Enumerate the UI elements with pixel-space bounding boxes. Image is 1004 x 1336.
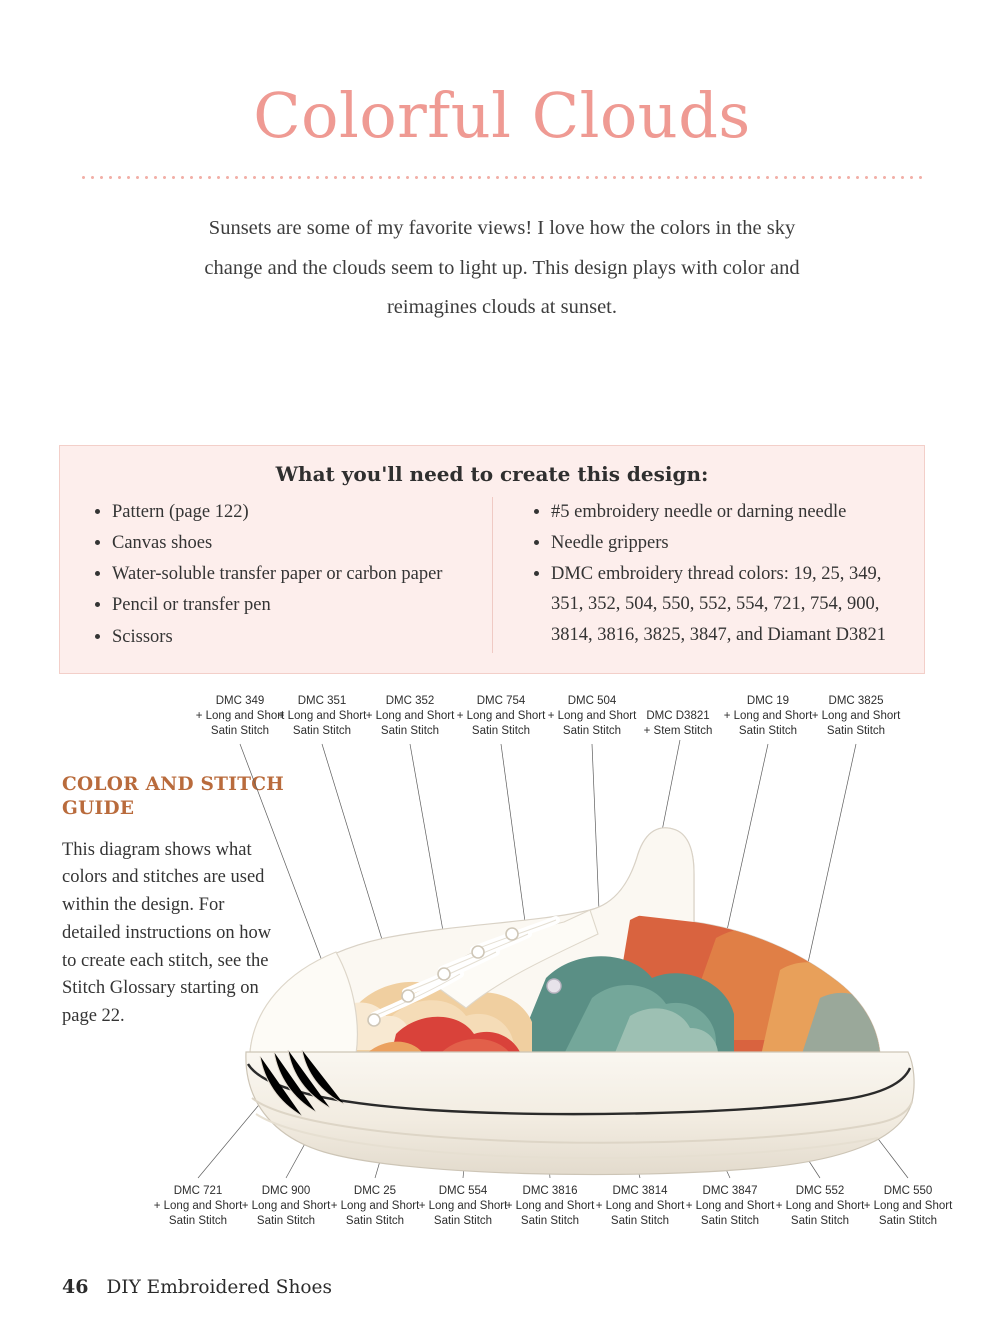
callout-stitch-2: Satin Stitch [345,1215,405,1228]
callout-dmc: DMC 900 [261,1185,311,1197]
callout-dmc: DMC 552 [795,1185,845,1197]
callout-dmc: DMC 351 [297,695,347,707]
materials-heading: What you'll need to create this design: [275,462,709,486]
page-footer [62,1276,332,1298]
shoe-heel-tab [590,828,694,922]
callout-stitch: + Long and Short [330,1200,420,1213]
embroidered-shoe-illustration [160,802,930,1192]
callout-stitch: + Long and Short [277,710,367,723]
callout-stitch: + Long and Short [723,710,813,723]
callout-stitch-2: Satin Stitch [471,725,531,738]
page-title: Colorful Clouds [253,79,751,152]
callout-bottom-9 [854,1184,962,1230]
intro-paragraph: Sunsets are some of my favorite views! I love how the colors in the sky change and the clouds seem to light up. This design plays with color and reimagines clouds at sunset. [204,217,800,318]
callout-dmc: DMC 19 [746,695,790,707]
list-item: • Water-soluble transfer paper or carbon paper [112,559,478,589]
callout-stitch-2: Satin Stitch [433,1215,493,1228]
materials-column-right [492,497,924,653]
book-title: DIY Embroidered Shoes [106,1277,332,1298]
callout-stitch-2: Satin Stitch [878,1215,938,1228]
callout-dmc: DMC 25 [353,1185,397,1197]
callout-stitch: + Long and Short [775,1200,865,1213]
shoe-toe-cap [250,952,357,1054]
callout-stitch: + Long and Short [595,1200,685,1213]
callout-stitch: + Long and Short [505,1200,595,1213]
callout-dmc: DMC 3814 [612,1185,668,1197]
shoe-vent-eyelet [547,979,561,993]
callout-dmc: DMC 3847 [702,1185,758,1197]
callout-stitch-2: Satin Stitch [562,725,622,738]
callout-dmc: DMC 721 [173,1185,223,1197]
callout-stitch: + Stem Stitch [643,725,713,738]
callout-stitch-2: Satin Stitch [256,1215,316,1228]
materials-column-left [60,497,492,653]
callout-stitch-2: Satin Stitch [700,1215,760,1228]
callout-stitch-2: Satin Stitch [168,1215,228,1228]
callout-stitch-2: Satin Stitch [790,1215,850,1228]
page-number: 46 [62,1276,89,1298]
color-stitch-diagram [0,682,1004,1262]
callout-stitch: + Long and Short [195,710,285,723]
callout-stitch-2: Satin Stitch [520,1215,580,1228]
callout-dmc: DMC 3816 [522,1185,578,1197]
callout-dmc: DMC D3821 [646,710,710,722]
callout-stitch-2: Satin Stitch [610,1215,670,1228]
callout-stitch-2: Satin Stitch [826,725,886,738]
callout-dmc: DMC 550 [883,1185,933,1197]
callout-stitch: + Long and Short [547,710,637,723]
callout-dmc: DMC 504 [567,695,617,707]
callout-dmc: DMC 349 [215,695,265,707]
callout-dmc: DMC 3825 [828,695,884,707]
callout-stitch: + Long and Short [241,1200,331,1213]
callout-stitch-2: Satin Stitch [738,725,798,738]
callout-stitch-2: Satin Stitch [210,725,270,738]
color-stitch-guide-heading: COLOR AND STITCH GUIDE [62,774,285,820]
list-item: • Scissors [112,622,478,652]
callout-stitch: + Long and Short [153,1200,243,1213]
callout-stitch-2: Satin Stitch [380,725,440,738]
callout-stitch: + Long and Short [863,1200,953,1213]
callout-dmc: DMC 754 [476,695,526,707]
list-item: • Pattern (page 122) [112,497,478,527]
callout-stitch: + Long and Short [685,1200,775,1213]
list-item: • DMC embroidery thread colors: 19, 25, 349, 351, 352, 504, 550, 552, 554, 721, 754, 900, 3814, 3816, 3825, 3847, and Diamant D3821 [551,559,910,649]
list-item: • Pencil or transfer pen [112,590,478,620]
callout-stitch-2: Satin Stitch [292,725,352,738]
materials-box [59,445,925,674]
callout-dmc: DMC 352 [385,695,435,707]
list-item: • #5 embroidery needle or darning needle [551,497,910,527]
callout-top-8 [802,694,910,740]
callout-stitch: + Long and Short [365,710,455,723]
callout-stitch: + Long and Short [811,710,901,723]
list-item: • Canvas shoes [112,528,478,558]
callout-stitch: + Long and Short [456,710,546,723]
callout-stitch: + Long and Short [418,1200,508,1213]
color-stitch-guide-body: This diagram shows what colors and stitches are used within the design. For detailed instructions on how to create each stitch, see the Stitch Glossary starting on page 22. [62,839,272,1026]
decorative-dotted-rule [79,176,925,179]
callout-dmc: DMC 554 [438,1185,488,1197]
list-item: • Needle grippers [551,528,910,558]
